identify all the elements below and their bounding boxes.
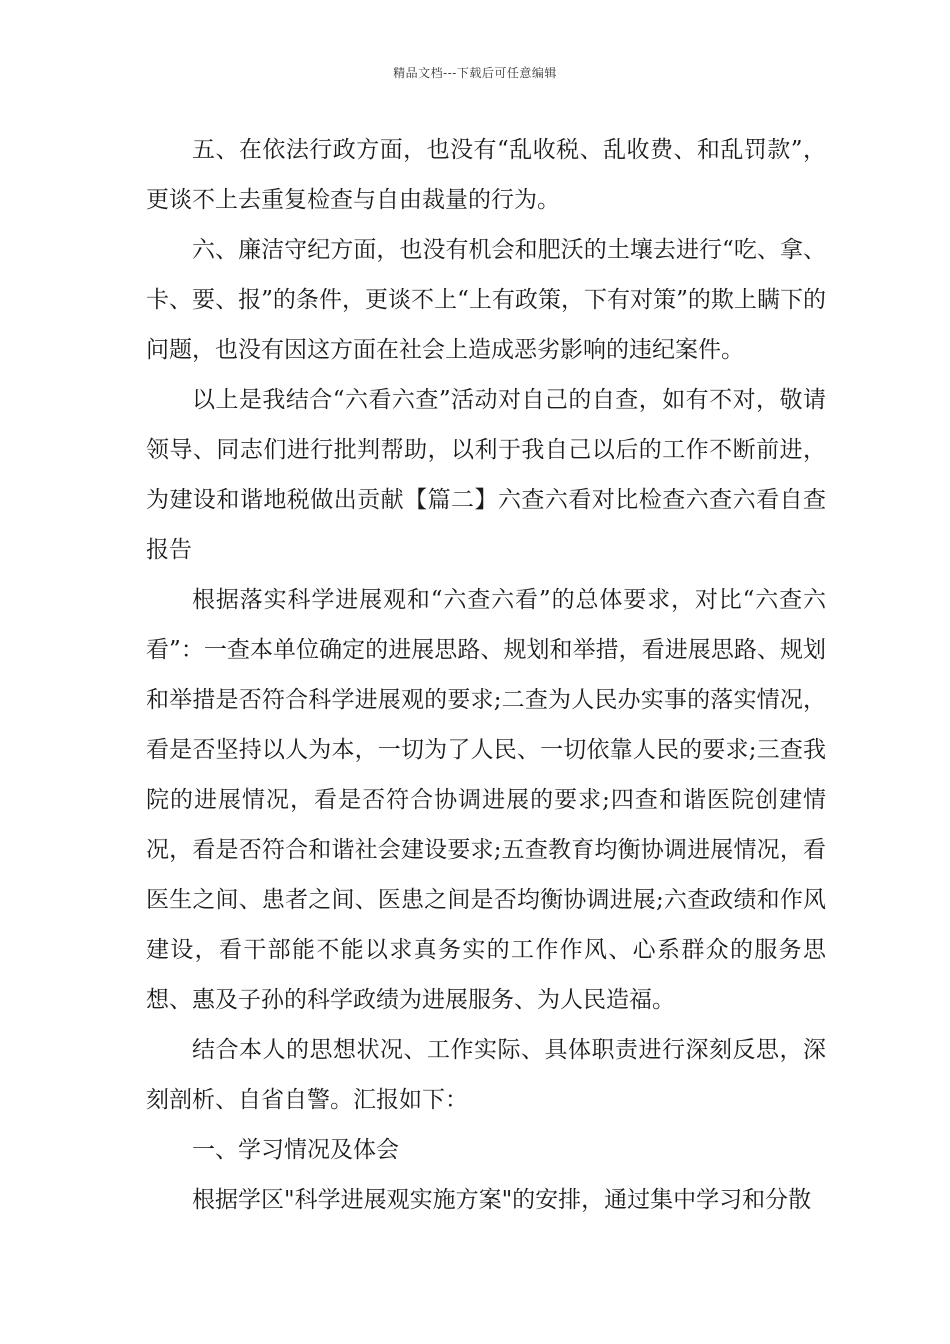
page-header: 精品文档---下载后可任意编辑	[393, 66, 557, 80]
paragraph: 结合本人的思想状况、工作实际、具体职责进行深刻反思，深刻剖析、自省自警。汇报如下：	[146, 1037, 826, 1113]
paragraph: 六、廉洁守纪方面，也没有机会和肥沃的土壤去进行“吃、拿、卡、要、报”的条件，更谈不上“上有政策，下有对策”的欺上瞒下的问题，也没有因这方面在社会上造成恶劣影响的违纪案件。	[146, 237, 826, 363]
paragraph: 根据学区"科学进展观实施方案"的安排，通过集中学习和分散	[192, 1187, 812, 1213]
document-body	[146, 125, 826, 1225]
paragraph: 以上是我结合“六看六查”活动对自己的自查，如有不对，敬请领导、同志们进行批判帮助，以利于我自己以后的工作不断前进，为建设和谐地税做出贡献【篇二】六查六看对比检查六查六看自查报告	[146, 387, 826, 563]
paragraph: 一、学习情况及体会	[192, 1137, 399, 1163]
paragraph: 五、在依法行政方面，也没有“乱收税、乱收费、和乱罚款”，更谈不上去重复检查与自由裁量的行为。	[146, 137, 826, 213]
paragraph: 根据落实科学进展观和“六查六看”的总体要求，对比“六查六看”：一查本单位确定的进展思路、规划和举措，看进展思路、规划和举措是否符合科学进展观的要求;二查为人民办实事的落实情况，看是否坚持以人为本，一切为了人民、一切依靠人民的要求;三查我院的进展情况，看是否符合协调进展的要求;四查和谐医院创建情况，看是否符合和谐社会建设要求;五查教育均衡协调进展情况，看医生之间、患者之间、医患之间是否均衡协调进展;六查政绩和作风建设，看干部能不能以求真务实的工作作风、心系群众的服务思想、惠及子孙的科学政绩为进展服务、为人民造福。	[146, 587, 826, 1013]
